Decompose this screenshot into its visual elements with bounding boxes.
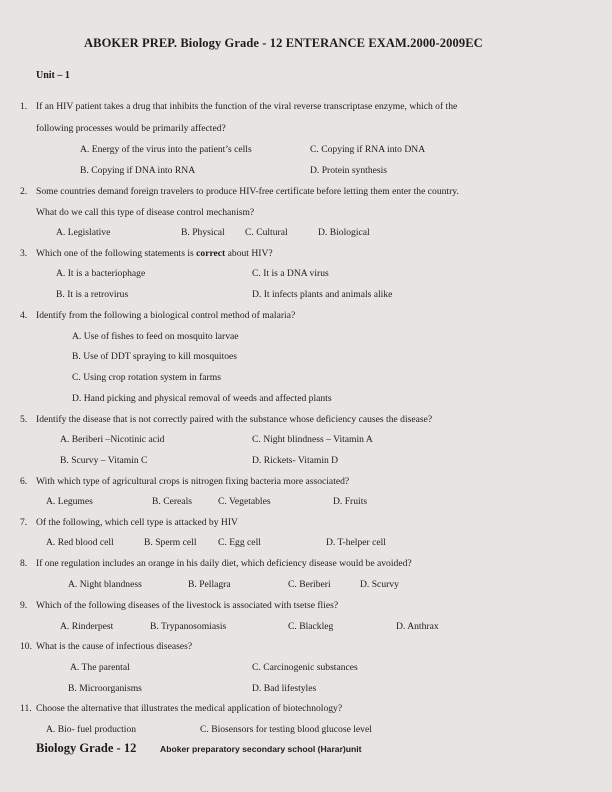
- question-text: Choose the alternative that illustrates the medical application of biotechnology?: [36, 703, 343, 714]
- option-c: C. Beriberi: [288, 579, 331, 590]
- option-a: A. Bio- fuel production: [46, 724, 137, 735]
- option-d: D. T-helper cell: [326, 537, 386, 548]
- option-d: D. It infects plants and animals alike: [252, 289, 393, 300]
- option-a: A. Beriberi –Nicotinic acid: [60, 434, 165, 445]
- unit-heading: Unit – 1: [36, 70, 70, 81]
- question-text: What do we call this type of disease control mechanism?: [36, 207, 255, 218]
- option-d: D. Bad lifestyles: [252, 683, 317, 694]
- option-a: A. The parental: [70, 662, 130, 673]
- question-number: 1.: [20, 101, 28, 112]
- footer-course: Biology Grade - 12: [36, 741, 137, 755]
- option-a: A. Red blood cell: [46, 537, 114, 548]
- question-number: 9.: [20, 600, 28, 611]
- option-b: B. Use of DDT spraying to kill mosquitoes: [72, 351, 238, 362]
- option-b: B. Sperm cell: [144, 537, 197, 548]
- question-number: 8.: [20, 558, 28, 569]
- question-number: 3.: [20, 248, 28, 259]
- option-d: D. Hand picking and physical removal of weeds and affected plants: [72, 393, 332, 404]
- option-b: B. Physical: [181, 227, 225, 238]
- option-c: C. Cultural: [245, 227, 288, 238]
- option-c: C. Vegetables: [218, 496, 271, 507]
- option-a: A. Night blandness: [68, 579, 142, 590]
- option-d: D. Scurvy: [360, 579, 399, 590]
- question-number: 5.: [20, 414, 28, 425]
- option-b: B. Copying if DNA into RNA: [80, 165, 196, 176]
- option-b: B. Cereals: [152, 496, 192, 507]
- question-text: If one regulation includes an orange in his daily diet, which deficiency disease would be avoided?: [36, 558, 412, 569]
- option-c: C. Using crop rotation system in farms: [72, 372, 221, 383]
- question-text: Of the following, which cell type is attacked by HIV: [36, 517, 238, 528]
- document-title: ABOKER PREP. Biology Grade - 12 ENTERANCE EXAM.2000-2009EC: [84, 36, 483, 50]
- option-c: C. Blackleg: [288, 621, 334, 632]
- option-c: C. It is a DNA virus: [252, 268, 329, 279]
- option-a: A. Legislative: [56, 227, 111, 238]
- option-b: B. Microorganisms: [68, 683, 142, 694]
- question-number: 6.: [20, 476, 28, 487]
- question-text: Some countries demand foreign travelers to produce HIV-free certificate before letting them enter the country.: [36, 186, 459, 197]
- option-c: C. Biosensors for testing blood glucose level: [200, 724, 372, 735]
- option-a: A. It is a bacteriophage: [56, 268, 146, 279]
- option-a: A. Legumes: [46, 496, 93, 507]
- option-b: B. It is a retrovirus: [56, 289, 129, 300]
- option-d: D. Biological: [318, 227, 370, 238]
- question-text: What is the cause of infectious diseases?: [36, 641, 193, 652]
- option-a: A. Rinderpest: [60, 621, 114, 632]
- footer-school: Aboker preparatory secondary school (Harar)unit: [160, 744, 362, 754]
- option-c: C. Carcinogenic substances: [252, 662, 358, 673]
- question-text: If an HIV patient takes a drug that inhibits the function of the viral reverse transcriptase enzyme, which of the: [36, 101, 458, 112]
- question-text-start: Which one of the following statements is: [36, 248, 197, 259]
- option-d: D. Rickets- Vitamin D: [252, 455, 339, 466]
- question-number: 7.: [20, 517, 28, 528]
- question-number: 10.: [20, 641, 32, 652]
- question-number: 2.: [20, 186, 28, 197]
- question-number: 4.: [20, 310, 28, 321]
- question-text: With which type of agricultural crops is nitrogen fixing bacteria more associated?: [36, 476, 350, 487]
- question-text: [36, 248, 273, 260]
- option-c: C. Egg cell: [218, 537, 261, 548]
- option-a: A. Energy of the virus into the patient’s cells: [80, 144, 252, 155]
- question-text: Which of the following diseases of the livestock is associated with tsetse flies?: [36, 600, 339, 611]
- question-text: Identify the disease that is not correctly paired with the substance whose deficiency causes the disease?: [36, 414, 433, 425]
- question-text-end: about HIV?: [225, 248, 273, 259]
- question-number: 11.: [20, 703, 32, 714]
- option-b: B. Pellagra: [188, 579, 231, 590]
- option-d: D. Anthrax: [396, 621, 439, 632]
- question-text-emphasis: correct: [196, 248, 226, 259]
- question-text: Identify from the following a biological control method of malaria?: [36, 310, 296, 321]
- question-text: following processes would be primarily affected?: [36, 123, 226, 134]
- option-d: D. Protein synthesis: [310, 165, 388, 176]
- option-b: B. Trypanosomiasis: [150, 621, 227, 632]
- option-a: A. Use of fishes to feed on mosquito larvae: [72, 331, 239, 342]
- option-d: D. Fruits: [333, 496, 368, 507]
- option-b: B. Scurvy – Vitamin C: [60, 455, 148, 466]
- option-c: C. Copying if RNA into DNA: [310, 144, 426, 155]
- option-c: C. Night blindness – Vitamin A: [252, 434, 373, 445]
